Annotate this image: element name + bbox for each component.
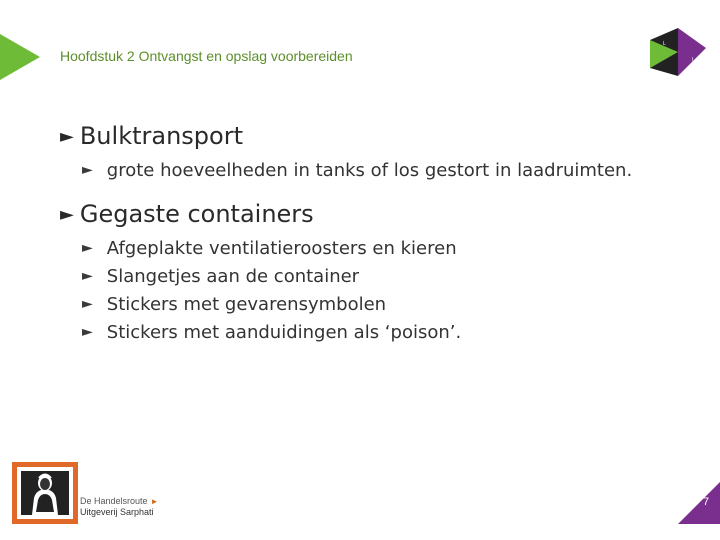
bullet-triangle-icon: ► bbox=[60, 203, 74, 225]
bullet-triangle-icon: ► bbox=[82, 268, 93, 284]
section-heading-row bbox=[60, 120, 710, 152]
publisher-logo-icon bbox=[12, 462, 78, 524]
list-item bbox=[82, 156, 710, 184]
section-heading-row bbox=[60, 198, 710, 230]
section-gegaste-containers bbox=[60, 198, 710, 346]
list-item bbox=[82, 318, 710, 346]
list-item-text: Slangetjes aan de container bbox=[106, 265, 360, 287]
list-item bbox=[82, 290, 710, 318]
section-heading: Bulktransport bbox=[79, 122, 243, 150]
section-items bbox=[82, 156, 710, 184]
logo-letter-i: I bbox=[692, 57, 694, 63]
publisher-line-1: De Handelsroute bbox=[80, 496, 148, 506]
list-item-text: Stickers met gevarensymbolen bbox=[106, 293, 387, 315]
chapter-logo-icon bbox=[650, 28, 706, 76]
corner-triangle-decoration bbox=[0, 34, 40, 80]
bullet-triangle-icon: ► bbox=[82, 296, 93, 312]
list-item bbox=[82, 262, 710, 290]
list-item bbox=[82, 234, 710, 262]
chapter-title: Hoofdstuk 2 Ontvangst en opslag voorbereiden bbox=[60, 48, 353, 64]
publisher-line-2: Uitgeverij Sarphati bbox=[80, 507, 154, 517]
list-item-text: grote hoeveelheden in tanks of los gestort in laadruimten. bbox=[106, 159, 633, 181]
publisher-name bbox=[80, 496, 158, 517]
logo-letter-l: L bbox=[663, 41, 666, 47]
section-bulktransport bbox=[60, 120, 710, 184]
bullet-triangle-icon: ► bbox=[82, 240, 93, 256]
list-item-text: Afgeplakte ventilatieroosters en kieren bbox=[106, 237, 457, 259]
list-item-text: Stickers met aanduidingen als ‘poison’. bbox=[106, 321, 462, 343]
bullet-triangle-icon: ► bbox=[82, 162, 93, 178]
section-items bbox=[82, 234, 710, 346]
page-number: 7 bbox=[702, 496, 710, 508]
arrow-right-icon: ► bbox=[150, 497, 159, 506]
bullet-triangle-icon: ► bbox=[82, 324, 93, 340]
slide-content bbox=[60, 120, 710, 346]
section-heading: Gegaste containers bbox=[79, 200, 314, 228]
bullet-triangle-icon: ► bbox=[60, 125, 74, 147]
